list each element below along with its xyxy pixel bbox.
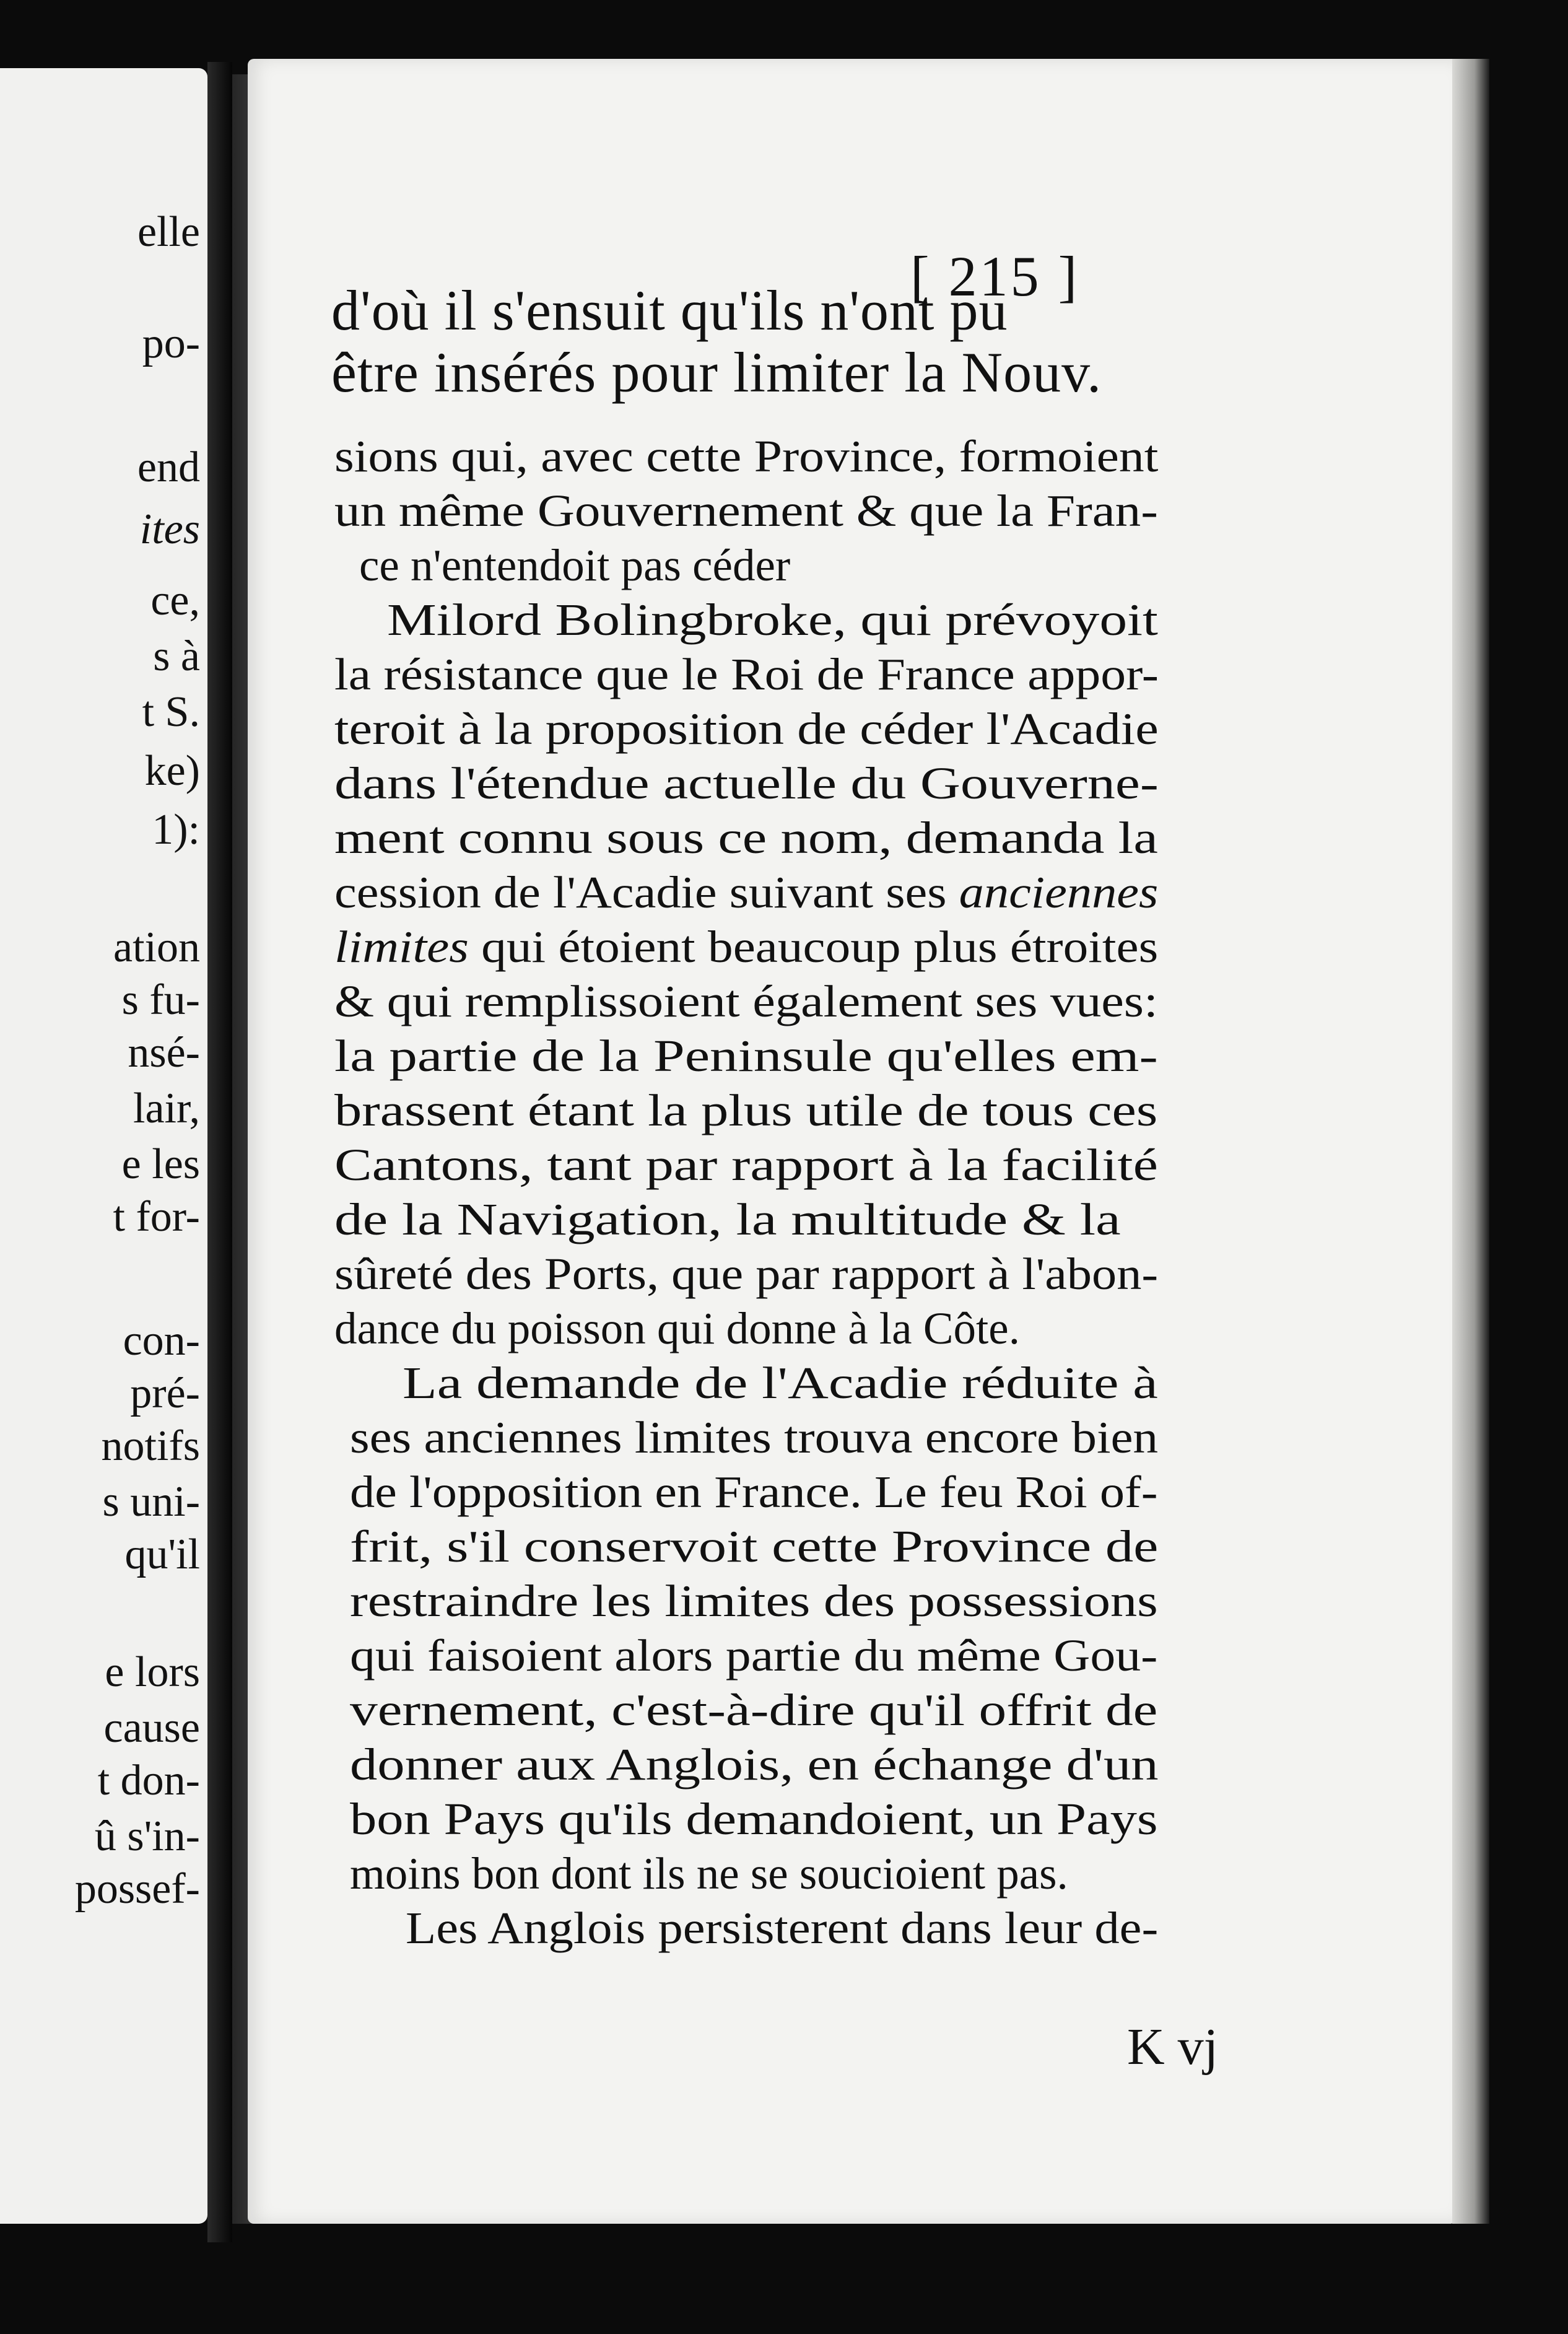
page-number: [ 215 ] bbox=[910, 245, 1080, 308]
text-span: ment connu sous ce nom, demanda la bbox=[334, 813, 1158, 863]
italic-span: limites bbox=[334, 922, 469, 972]
left-page-fragment: end bbox=[137, 444, 200, 491]
left-page-fragment: t for- bbox=[113, 1193, 200, 1241]
text-span: restraindre les limites des possessions bbox=[350, 1576, 1158, 1626]
text-span: ce n'entendoit pas céder bbox=[359, 540, 791, 590]
text-line bbox=[334, 649, 1159, 699]
text-line bbox=[387, 595, 1158, 645]
left-page-fragment: 1): bbox=[152, 806, 200, 854]
left-page-fragment: notifs bbox=[101, 1422, 200, 1470]
text-line bbox=[350, 1467, 1158, 1517]
left-page-fragment: s uni- bbox=[102, 1478, 200, 1526]
text-span: de l'opposition en France. Le feu Roi of- bbox=[350, 1467, 1158, 1517]
left-page-fragment: ites bbox=[139, 505, 200, 553]
text-line bbox=[334, 1085, 1158, 1135]
left-page-fragment: ation bbox=[113, 924, 200, 971]
left-page-fragment: elle bbox=[137, 208, 200, 256]
catchword: K vj bbox=[1127, 2018, 1218, 2076]
text-span: bon Pays qu'ils demandoient, un Pays bbox=[350, 1794, 1158, 1844]
text-line bbox=[334, 758, 1159, 808]
text-span: moins bon dont ils ne se soucioient pas. bbox=[350, 1848, 1068, 1899]
text-line bbox=[350, 1521, 1159, 1571]
text-span: Cantons, tant par rapport à la facilité bbox=[334, 1140, 1158, 1190]
left-page-fragment: ce, bbox=[150, 577, 200, 624]
text-line bbox=[403, 1358, 1158, 1408]
text-line bbox=[334, 1303, 1020, 1353]
left-page-fragment: û s'in- bbox=[94, 1812, 200, 1860]
text-line bbox=[350, 1796, 1158, 1842]
heading-line: d'où il s'ensuit qu'ils n'ont pu bbox=[331, 279, 1008, 342]
left-page-fragment: s fu- bbox=[121, 976, 200, 1024]
text-line bbox=[350, 1630, 1158, 1681]
text-line bbox=[334, 486, 1158, 536]
text-line bbox=[334, 704, 1159, 754]
text-line bbox=[350, 1578, 1158, 1624]
text-span: sions qui, avec cette Province, formoient bbox=[334, 431, 1159, 481]
text-line bbox=[334, 1194, 1121, 1244]
heading-line: être insérés pour limiter la Nouv. bbox=[331, 341, 1102, 404]
book-gutter bbox=[207, 62, 232, 2242]
text-line bbox=[359, 540, 791, 590]
text-span: brassent étant la plus utile de tous ces bbox=[334, 1085, 1158, 1135]
text-span: qui faisoient alors partie du même Gou- bbox=[350, 1630, 1158, 1681]
text-line bbox=[334, 867, 1159, 917]
left-page-fragment: pré- bbox=[130, 1370, 200, 1417]
text-span: cession de l'Acadie suivant ses bbox=[334, 867, 959, 917]
text-line bbox=[406, 1905, 1158, 1951]
text-span: donner aux Anglois, en échange d'un bbox=[350, 1739, 1159, 1790]
text-span: un même Gouvernement & que la Fran- bbox=[334, 486, 1158, 536]
text-line bbox=[334, 431, 1159, 481]
text-line bbox=[334, 976, 1158, 1026]
text-span: frit, s'il conservoit cette Province de bbox=[350, 1521, 1159, 1571]
text-span: teroit à la proposition de céder l'Acadie bbox=[334, 704, 1159, 754]
text-line bbox=[350, 1848, 1068, 1899]
left-page-fragment: e lors bbox=[105, 1648, 200, 1696]
facing-page-left bbox=[0, 68, 207, 2224]
text-span: Les Anglois persisterent dans leur de- bbox=[406, 1903, 1159, 1953]
text-line bbox=[334, 922, 1159, 972]
left-page-fragment: ke) bbox=[144, 747, 200, 795]
left-page-fragment: s à bbox=[153, 632, 200, 680]
text-span: sûreté des Ports, que par rapport à l'abon- bbox=[334, 1249, 1159, 1299]
text-span: de la Navigation, la multitude & la bbox=[334, 1194, 1121, 1244]
left-page-fragment: lair, bbox=[133, 1085, 200, 1132]
left-page-fragment: t S. bbox=[142, 688, 200, 736]
left-page-fragment: e les bbox=[121, 1140, 200, 1188]
text-span: ses anciennes limites trouva encore bien bbox=[350, 1412, 1159, 1462]
text-span: dans l'étendue actuelle du Gouverne- bbox=[334, 758, 1159, 808]
text-line bbox=[334, 1031, 1158, 1081]
left-page-fragment: cause bbox=[103, 1704, 200, 1752]
text-line bbox=[350, 1687, 1157, 1733]
text-line bbox=[350, 1739, 1159, 1790]
page-215 bbox=[248, 59, 1455, 2224]
text-line bbox=[334, 1140, 1158, 1190]
text-span: qui étoient beaucoup plus étroites bbox=[468, 922, 1159, 972]
left-page-fragment: possef- bbox=[74, 1865, 200, 1913]
text-span: la partie de la Peninsule qu'elles em- bbox=[334, 1031, 1158, 1081]
text-span: La demande de l'Acadie réduite à bbox=[403, 1358, 1158, 1408]
text-line bbox=[334, 813, 1158, 863]
text-line bbox=[350, 1412, 1159, 1462]
left-page-fragment: po- bbox=[142, 320, 200, 367]
left-page-fragment: qu'il bbox=[124, 1531, 200, 1578]
text-span: vernement, c'est-à-dire qu'il offrit de bbox=[350, 1685, 1158, 1735]
left-page-fragment: con- bbox=[123, 1317, 200, 1365]
text-span: Milord Bolingbroke, qui prévoyoit bbox=[387, 595, 1158, 645]
text-span: dance du poisson qui donne à la Côte. bbox=[334, 1303, 1020, 1353]
left-page-fragment: t don- bbox=[97, 1757, 200, 1804]
text-span: & qui remplissoient également ses vues: bbox=[334, 976, 1158, 1026]
page-edge-right bbox=[1452, 59, 1489, 2224]
italic-span: anciennes bbox=[959, 867, 1159, 917]
text-span: la résistance que le Roi de France appor- bbox=[334, 649, 1159, 699]
left-page-fragment: nsé- bbox=[128, 1029, 200, 1077]
text-line bbox=[334, 1249, 1159, 1299]
